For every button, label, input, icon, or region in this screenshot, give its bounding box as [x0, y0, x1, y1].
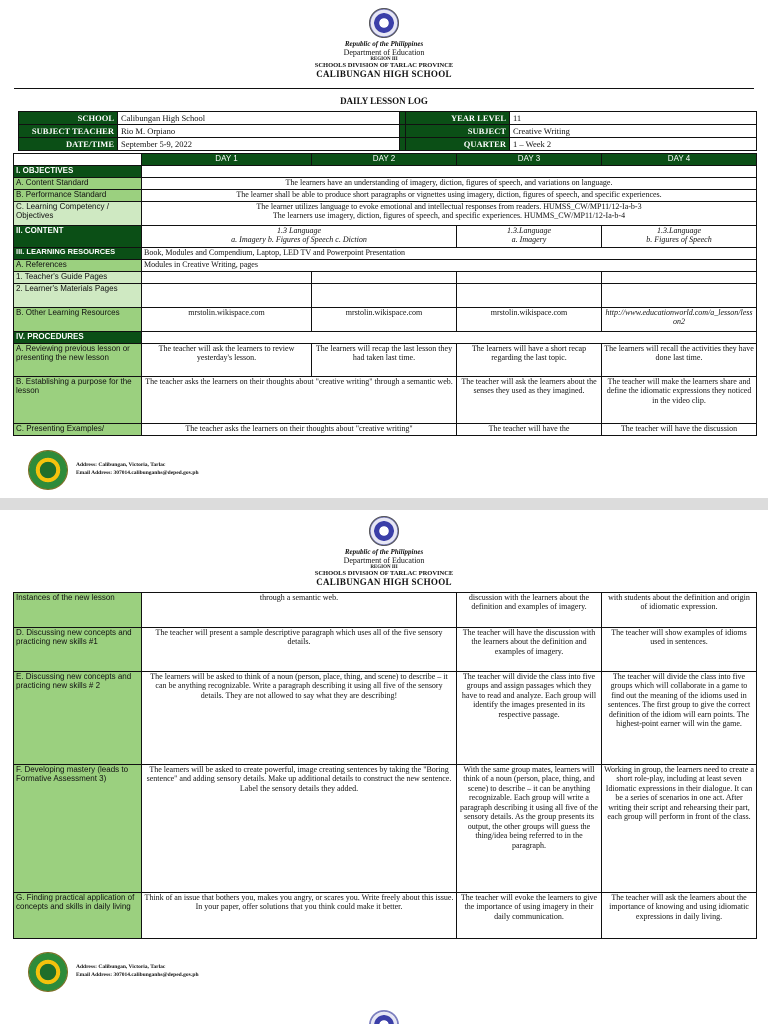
header-rule — [14, 88, 754, 89]
day-4-header: DAY 4 — [602, 154, 757, 166]
subject-value: Creative Writing — [510, 125, 757, 138]
content-heading: II. CONTENT — [14, 226, 142, 248]
day-2-header: DAY 2 — [312, 154, 457, 166]
region-line: REGION III — [370, 565, 398, 570]
procedures-heading: IV. PROCEDURES — [14, 332, 142, 344]
content-day-1-2: 1.3 Language a. Imagery b. Figures of Speech c. Diction — [142, 226, 457, 248]
other-resources-day-2: mrstolin.wikispace.com — [312, 308, 457, 332]
letterhead — [0, 548, 768, 587]
examples-label: C. Presenting Examples/ — [14, 424, 142, 436]
school-name: CALIBUNGAN HIGH SCHOOL — [316, 69, 452, 79]
school-value: Calibungan High School — [118, 112, 400, 125]
application-label: G. Finding practical application of concepts and skills in daily living — [14, 893, 142, 939]
examples-day-4: The teacher will have the discussion — [602, 424, 757, 436]
school-label: SCHOOL — [19, 112, 118, 125]
references-text: Modules in Creative Writing, pages — [142, 260, 757, 272]
year-level-label: YEAR LEVEL — [406, 112, 510, 125]
references-label: A. References — [14, 260, 142, 272]
mastery-day-1-2: The learners will be asked to create powerful, image creating sentences by taking the "Boring sentence" and adding sensory details. Make up additional details to construct the new sentence. Label the sensory details they added. — [142, 765, 457, 893]
division-line: SCHOOLS DIVISION OF TARLAC PROVINCE — [314, 62, 454, 69]
republic-line: Republic of the Philippines — [344, 40, 424, 48]
mastery-day-4: Working in group, the learners need to create a short role-play, including at least seven Idiomatic expressions in their dialogue. It can be a series of scenarios in one act. After writing their script and rehearsing their part, each group will perform in front of the class. — [602, 765, 757, 893]
discussing-1-day-4: The teacher will show examples of idioms used in sentences. — [602, 628, 757, 672]
footer — [28, 450, 428, 490]
content-standard-text: The learners have an understanding of imagery, diction, figures of speech, and variations on language. — [142, 178, 757, 190]
footer-address: Address: Calibungan, Victoria, Tarlac Email Address: 307014.calibunganhs@deped.gov.ph — [76, 462, 199, 476]
deped-seal-icon-next-page — [369, 1010, 399, 1024]
school-logo-icon — [28, 450, 68, 490]
deped-seal-ring — [369, 516, 399, 546]
footer-address: Address: Calibungan, Victoria, Tarlac Email Address: 307014.calibunganhs@deped.gov.ph — [76, 964, 199, 978]
letterhead — [0, 40, 768, 79]
review-lesson-label: A. Reviewing previous lesson or presenting the new lesson — [14, 344, 142, 377]
content-day-3: 1.3.Language a. Imagery — [457, 226, 602, 248]
mastery-day-3: With the same group mates, learners will think of a noun (person, place, thing, and scene) to describe – it can be anything recognizable. Each group will write a paragraph describing it using all five of the sensory details. As the group presents its output, the other groups will guess the thing/idea being referred to in the paragraph. — [457, 765, 602, 893]
competency-text — [142, 202, 757, 226]
teachers-guide-label: 1. Teacher's Guide Pages — [14, 272, 142, 284]
year-level-value: 11 — [510, 112, 757, 125]
subject-label: SUBJECT — [406, 125, 510, 138]
competency-label: C. Learning Competency / Objectives — [14, 202, 142, 226]
lesson-table-page-2 — [13, 592, 757, 939]
document-page-2 — [0, 510, 768, 1024]
other-resources-day-3: mrstolin.wikispace.com — [457, 308, 602, 332]
footer — [28, 952, 428, 992]
mastery-label: F. Developing mastery (leads to Formative Assessment 3) — [14, 765, 142, 893]
objectives-heading: I. OBJECTIVES — [14, 166, 142, 178]
deped-seal-ring — [369, 8, 399, 38]
examples-day-3: The teacher will have the — [457, 424, 602, 436]
purpose-label: B. Establishing a purpose for the lesson — [14, 377, 142, 424]
discussing-2-day-4: The teacher will divide the class into five groups which will collaborate in a game to find out the meaning of the idioms used in sentences. The first group to give the correct definition of the idiom will earn points. The highest-point earner will win the game. — [602, 672, 757, 765]
other-resources-day-4: http://www.educationworld.com/a_lesson/lesson2 — [602, 308, 757, 332]
examples-label-cont: Instances of the new lesson — [14, 593, 142, 628]
date-value: September 5-9, 2022 — [118, 138, 400, 151]
review-day-1: The teacher will ask the learners to review yesterday's lesson. — [142, 344, 312, 377]
day-1-header: DAY 1 — [142, 154, 312, 166]
content-standard-label: A. Content Standard — [14, 178, 142, 190]
purpose-day-3: The teacher will ask the learners about the senses they used as they imagined. — [457, 377, 602, 424]
page-gap — [0, 498, 768, 510]
application-day-4: The teacher will ask the learners about the importance of knowing and using idiomatic expressions in daily living. — [602, 893, 757, 939]
quarter-value: 1 – Week 2 — [510, 138, 757, 151]
region-line: REGION III — [370, 57, 398, 62]
lesson-table-page-1 — [13, 153, 757, 436]
teacher-label: SUBJECT TEACHER — [19, 125, 118, 138]
review-day-3: The learners will have a short recap regarding the last topic. — [457, 344, 602, 377]
discussing-2-day-1-2: The learners will be asked to think of a noun (person, place, thing, and scene) to describe – it can be anything recognizable. Write a paragraph describing it using all five of the sensory details. They are not allowed to say what they are describing! — [142, 672, 457, 765]
date-label: DATE/TIME — [19, 138, 118, 151]
discussing-1-day-3: The teacher will have the discussion with the learners about the definition and examples of imagery. — [457, 628, 602, 672]
competency-line-2: The learners use imagery, diction, figures of speech, and specific experiences. HUMMS_CW/MP11/12-Ia-b-4 — [272, 211, 626, 221]
teacher-value: Rio M. Orpiano — [118, 125, 400, 138]
log-title: DAILY LESSON LOG — [340, 96, 428, 106]
application-day-1-2: Think of an issue that bothers you, makes you angry, or scares you. Write freely about this issue. In your paper, offer solutions that you think could make it better. — [142, 893, 457, 939]
content-day-4: 1.3.Language b. Figures of Speech — [602, 226, 757, 248]
school-logo-icon — [28, 952, 68, 992]
competency-line-1: The learner utilizes language to evoke emotional and intellectual responses from readers. HUMSS_CW/MP11/12-Ia-b-3 — [256, 202, 642, 211]
performance-standard-text: The learner shall be able to produce short paragraphs or vignettes using imagery, diction, figures of speech, and specific experiences. — [142, 190, 757, 202]
document-page-1 — [0, 0, 768, 498]
discussing-2-label: E. Discussing new concepts and practicing new skills # 2 — [14, 672, 142, 765]
learning-resources-heading: III. LEARNING RESOURCES — [14, 248, 142, 260]
division-line: SCHOOLS DIVISION OF TARLAC PROVINCE — [314, 570, 454, 577]
purpose-day-1-2: The teacher asks the learners on their thoughts about "creative writing" through a semantic web. — [142, 377, 457, 424]
learners-materials-label: 2. Learner's Materials Pages — [14, 284, 142, 308]
department-line: Department of Education — [343, 556, 425, 565]
day-3-header: DAY 3 — [457, 154, 602, 166]
review-day-4: The learners will recall the activities they have done last time. — [602, 344, 757, 377]
discussing-1-day-1-2: The teacher will present a sample descriptive paragraph which uses all of the five sensory details. — [142, 628, 457, 672]
purpose-day-4: The teacher will make the learners share and define the idiomatic expressions they noticed in the video clip. — [602, 377, 757, 424]
examples-day-3-cont: discussion with the learners about the definition and examples of imagery. — [457, 593, 602, 628]
other-resources-label: B. Other Learning Resources — [14, 308, 142, 332]
discussing-1-label: D. Discussing new concepts and practicing new skills #1 — [14, 628, 142, 672]
examples-day-1-2: The teacher asks the learners on their thoughts about "creative writing" — [142, 424, 457, 436]
learning-resources-text: Book, Modules and Compendium, Laptop, LED TV and Powerpoint Presentation — [142, 248, 757, 260]
review-day-2: The learners will recap the last lesson they had taken last time. — [312, 344, 457, 377]
quarter-label: QUARTER — [406, 138, 510, 151]
examples-day-1-2-cont: through a semantic web. — [142, 593, 457, 628]
republic-line: Republic of the Philippines — [344, 548, 424, 556]
other-resources-day-1: mrstolin.wikispace.com — [142, 308, 312, 332]
application-day-3: The teacher will evoke the learners to give the importance of using imagery in their daily communication. — [457, 893, 602, 939]
school-name: CALIBUNGAN HIGH SCHOOL — [316, 577, 452, 587]
examples-day-4-cont: with students about the definition and origin of idiomatic expression. — [602, 593, 757, 628]
discussing-2-day-3: The teacher will divide the class into five groups and assign passages which they have to read and analyze. Each group will identify the images presented in its respective passage. — [457, 672, 602, 765]
department-line: Department of Education — [343, 48, 425, 57]
performance-standard-label: B. Performance Standard — [14, 190, 142, 202]
info-table — [18, 111, 757, 151]
